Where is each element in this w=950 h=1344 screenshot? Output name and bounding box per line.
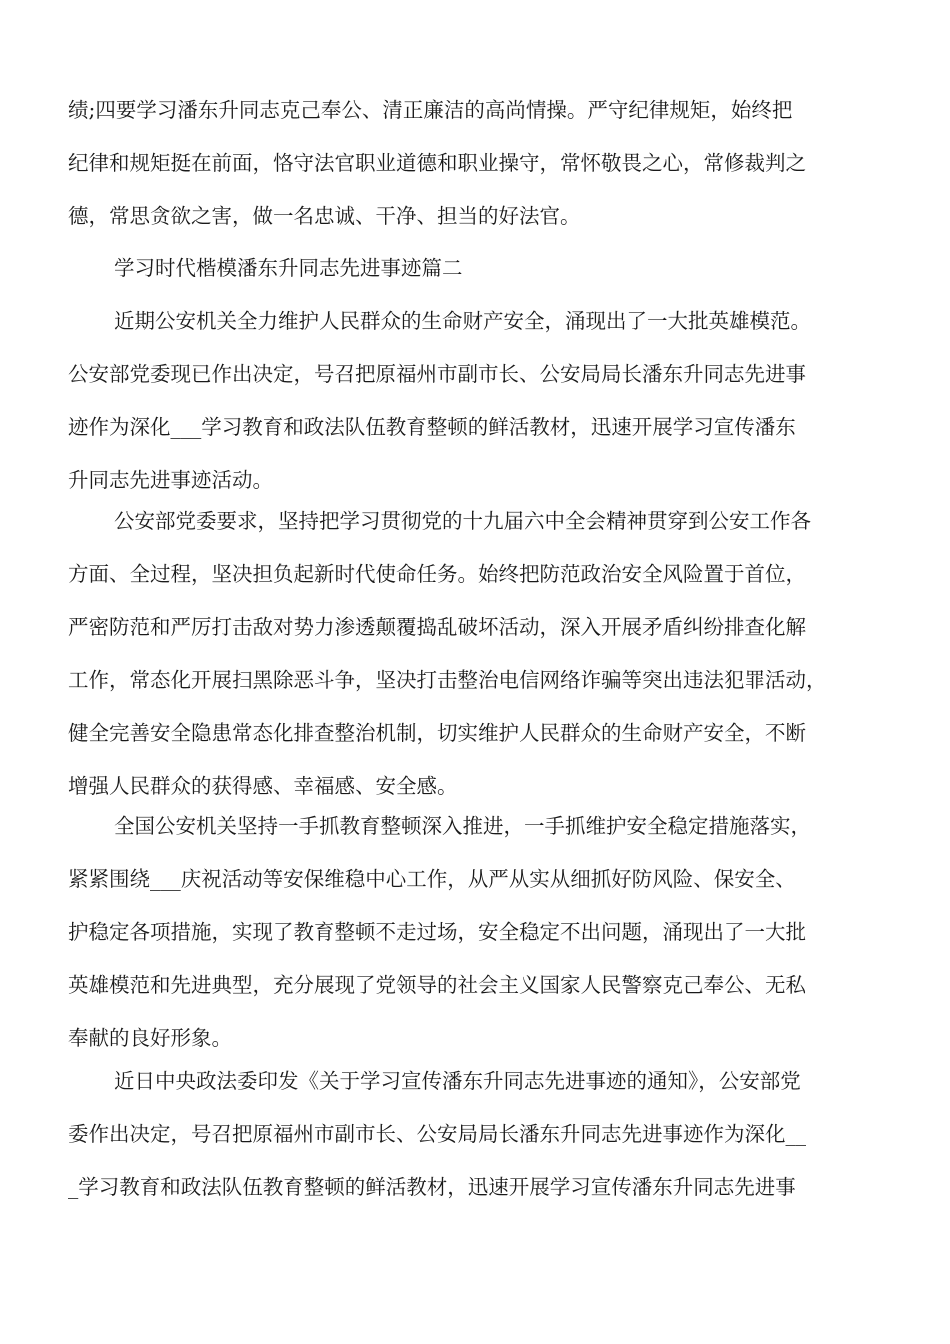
text-line: 迹作为深化___学习教育和政法队伍教育整顿的鲜活教材，迅速开展学习宣传潘东 bbox=[68, 415, 796, 439]
text-line: 紧紧围绕___庆祝活动等安保维稳中心工作，从严从实从细抓好防风险、保安全、 bbox=[68, 867, 796, 891]
text-line: 英雄模范和先进典型，充分展现了党领导的社会主义国家人民警察克己奉公、无私 bbox=[68, 973, 806, 997]
text-line: 工作，常态化开展扫黑除恶斗争，坚决打击整治电信网络诈骗等突出违法犯罪活动， bbox=[68, 668, 827, 692]
text-line: 近日中央政法委印发《关于学习宣传潘东升同志先进事迹的通知》，公安部党 bbox=[114, 1069, 801, 1093]
text-line: 全国公安机关坚持一手抓教育整顿深入推进，一手抓维护安全稳定措施落实， bbox=[114, 814, 811, 838]
text-line: 严密防范和严厉打击敌对势力渗透颠覆捣乱破坏活动，深入开展矛盾纠纷排查化解 bbox=[68, 615, 806, 639]
text-line: 升同志先进事迹活动。 bbox=[68, 468, 273, 492]
text-line: 纪律和规矩挺在前面，恪守法官职业道德和职业操守，常怀敬畏之心，常修裁判之 bbox=[68, 151, 806, 175]
text-line: 护稳定各项措施，实现了教育整顿不走过场，安全稳定不出问题，涌现出了一大批 bbox=[68, 920, 806, 944]
section-heading bbox=[68, 242, 888, 295]
text-line: _学习教育和政法队伍教育整顿的鲜活教材，迅速开展学习宣传潘东升同志先进事 bbox=[68, 1175, 796, 1199]
paragraph bbox=[68, 295, 888, 507]
paragraph-continued bbox=[68, 84, 888, 243]
text-line: 奉献的良好形象。 bbox=[68, 1026, 232, 1050]
text-line: 德，常思贪欲之害，做一名忠诚、干净、担当的好法官。 bbox=[68, 204, 581, 228]
paragraph bbox=[68, 800, 888, 1065]
text-line: 方面、全过程，坚决担负起新时代使命任务。始终把防范政治安全风险置于首位， bbox=[68, 562, 806, 586]
text-line: 增强人民群众的获得感、幸福感、安全感。 bbox=[68, 774, 458, 798]
section-heading-text: 学习时代楷模潘东升同志先进事迹篇二 bbox=[114, 256, 463, 280]
paragraph bbox=[68, 1055, 888, 1214]
text-line: 公安部党委现已作出决定，号召把原福州市副市长、公安局局长潘东升同志先进事 bbox=[68, 362, 806, 386]
text-line: 绩;四要学习潘东升同志克己奉公、清正廉洁的高尚情操。严守纪律规矩，始终把 bbox=[68, 98, 793, 122]
text-line: 近期公安机关全力维护人民群众的生命财产安全，涌现出了一大批英雄模范。 bbox=[114, 309, 811, 333]
text-line: 委作出决定，号召把原福州市副市长、公安局局长潘东升同志先进事迹作为深化__ bbox=[68, 1122, 806, 1146]
paragraph bbox=[68, 495, 888, 813]
text-line: 健全完善安全隐患常态化排查整治机制，切实维护人民群众的生命财产安全，不断 bbox=[68, 721, 806, 745]
text-line: 公安部党委要求，坚持把学习贯彻党的十九届六中全会精神贯穿到公安工作各 bbox=[114, 509, 811, 533]
